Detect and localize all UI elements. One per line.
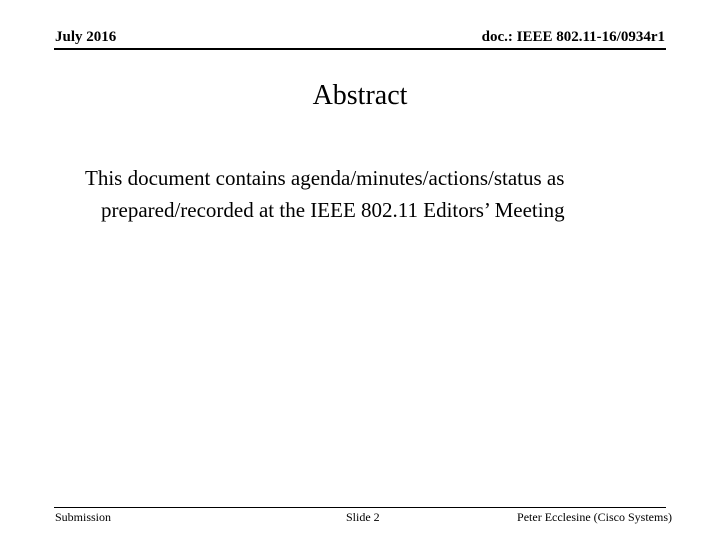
footer-divider bbox=[54, 507, 666, 508]
footer-author: Peter Ecclesine (Cisco Systems) bbox=[517, 510, 672, 524]
slide-body-text: This document contains agenda/minutes/actions/status as prepared/recorded at the IEEE 802.11 Editors’ Meeting bbox=[85, 166, 565, 222]
footer-slide-number: Slide 2 bbox=[346, 510, 380, 524]
header-date: July 2016 bbox=[55, 29, 117, 45]
header-doc-id: doc.: IEEE 802.11-16/0934r1 bbox=[481, 29, 665, 45]
slide-title: Abstract bbox=[312, 80, 408, 111]
header-divider bbox=[54, 48, 666, 50]
footer-submission: Submission bbox=[55, 510, 112, 524]
